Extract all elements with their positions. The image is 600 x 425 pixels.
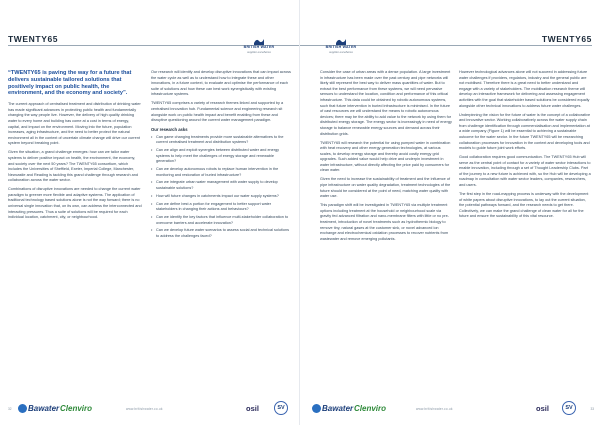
sv-logo: SV <box>562 400 576 416</box>
sv-logo: SV <box>274 400 288 416</box>
british-water-icon <box>254 38 264 45</box>
osil-logo: osil <box>246 403 259 413</box>
brand-title-left: TWENTY65 <box>8 34 59 44</box>
logo-tagline: supplier excellence <box>329 50 353 54</box>
paragraph: Combinations of disruptive innovations are needed to change the current water paradigm to greener more flexible and adaptive systems. The application of traditional technology based solutions alone is not the way forward; there is no universal single innovation that, on its own, can address the interconnected and interacting pressures. Thus a suite of solutions will be required for each individual location, catchment, city, or neighbourhood. <box>8 187 142 220</box>
logo-name: BRITISH WATER <box>325 45 357 49</box>
paragraph: Our research will identify and develop disruptive innovations that can impact across the water cycle as well as to understand how to integrate these and other innovations, in a future context, to evaluate and optimise the performance of each suite of solutions and how these can best work synergistically with existing infrastructure systems. <box>151 70 291 97</box>
british-water-icon <box>336 38 346 45</box>
subheading: Our research asks <box>151 127 188 133</box>
paragraph: Good collaboration requires good communication. The TWENTY65 Hub will serve as the central point of contact for a variety of water sector interactions to enable innovation, including through a set of Thought Leadership Clubs. Part of the journey to a new future is achieved with, so the Hub will be developing a roadmap in consultation with water sector leaders, companies, researchers, and users. <box>459 155 591 188</box>
list-item: • Can we develop future water scenarios to assess social and technical solutions to address the challenges faced? <box>156 228 291 239</box>
logo-name: BRITISH WATER <box>243 45 275 49</box>
right-column-1 <box>320 70 453 246</box>
right-column-2 <box>459 70 591 223</box>
british-water-logo <box>236 38 282 56</box>
paragraph: Given the situation, a grand challenge emerges: how can we tailor water systems to deliver positive impact on health, the environment, the economy, and society over the next 50 years? The TWENTY65 consortium, which includes the Universities of Sheffield, Exeter, Imperial College, Manchester, Newcastle and Reading is tackling this grand challenge through research and collaboration across the water sector. <box>8 150 139 183</box>
logo-tagline: supplier excellence <box>247 50 271 54</box>
list-item: • Can game changing treatments provide more sustainable alternatives to the current centralised treatment and distribution systems? <box>156 135 291 146</box>
list-item: • Can we align and exploit synergies between distributed water and energy systems to help meet the challenges of energy storage and renewable generation? <box>156 148 291 165</box>
paragraph: TWENTY65 comprises a variety of research themes linked and supported by a centralised innovation hub. Fundamental science and engineering research sit alongside work on public health impact and benefit enabling from these and disruptive questioning around the current water management paradigm. <box>151 101 284 123</box>
brand-title-right: TWENTY65 <box>541 34 592 44</box>
page-number-right: 33 <box>590 407 594 411</box>
pull-quote: “TWENTY65 is paving the way for a future that delivers sustainable tailored solutions that positively impact on public health, the environment, and the economy and society”. <box>8 70 132 97</box>
footer-url-left: www.britishwater.co.uk <box>126 407 163 411</box>
page-number-left: 32 <box>8 407 12 411</box>
bawater-drop-icon <box>312 404 321 413</box>
list-item: • Can we identify the key factors that influence multi-stakeholder collaboration to overcome barriers and accelerate innovation? <box>156 215 291 226</box>
paragraph: This paradigm shift will be investigated in TWENTY65 via multiple treatment options including treatment at the household or neighbourhood scale via gravity fed advanced filtration and nano-membrane filters with little or no pre-treatment, introduction of novel treatments such as hydrothermic biology to remove tiny, natural gases at the customer sink, or novel advanced ion exchange and electrochemical oxidation processes to recover nutrients from wastewater and remove emerging pollutants. <box>320 203 449 241</box>
list-item: • Can we integrate urban water management with water supply to develop sustainable solutions? <box>156 180 291 191</box>
right-page <box>300 0 600 425</box>
bawater-logo: Bawater <box>18 400 59 416</box>
paragraph: Given the need to increase the sustainability of treatment and the influence of pipe infrastructure on water quality degradation, treatment technologies of the future should be considered at the point of need, matching water quality with water use. <box>320 177 451 199</box>
list-item: • Can we develop autonomous robots to replace human intervention in the monitoring and restoration of buried infrastructure? <box>156 167 291 178</box>
list-item: • How will future changes in catchments impact our water supply systems? <box>156 194 291 200</box>
research-questions-list <box>151 135 291 240</box>
bawater-drop-icon <box>18 404 27 413</box>
paragraph: TWENTY65 will research the potential for using pumped water in combination with heat recovery and other energy generation technologies, at various scales, to develop energy storage and thereby avoid costly energy grid upgrades. Such added value would help drive and underpin investment in water infrastructure, without directly affecting the price paid by consumers for clean water. <box>320 140 451 173</box>
clenviro-logo: Clenviro <box>354 403 387 413</box>
osil-logo: osil <box>536 403 549 413</box>
paragraph: The first step in the road-mapping process is underway with the development of white papers about disruptive innovations, to lay out the current situation, the potential pathways forward, and the research needs to get there. Collectively, we can make the grand challenge of clean water for all for the future and ensure the sustainability of this vital resource. <box>459 192 589 219</box>
paragraph: The current approach of centralised treatment and distribution of drinking water has made significant advances in protecting public health and fundamentally changing the way people live. However, the delivery of high quality drinking water to every home and building has come at a cost in terms of energy, capital, and impact on the environment. Moving into the future, population increases, aging infrastructure, and the need to better protect the natural environment all in the context of uncertain climate change will drive our current system beyond breaking point. <box>8 102 141 146</box>
left-column-2 <box>151 70 291 243</box>
paragraph: However technological advances alone will not succeed in addressing future water challenges if providers, regulators, industry and the general public are not mobilised. Therefore there is a great need to better understand and engage with a variety of stakeholders. The mobilisation research theme will develop an interactive framework for delivering and assessing engagement activities with the goal that stakeholder based solutions be considered equally alongside other technical innovations to address future water challenges. <box>459 70 590 108</box>
list-item: • Can we define best a portion for engagement to better support water stakeholders in changing their actions and behaviours? <box>156 202 291 213</box>
paragraph: Consider the case of urban areas with a dense population. A large investment in infrastructure has been made over the past century and pipe networks will likely still represent the best way to deliver mass quantities of water. But to extract the best performance from these systems, we will need pervasive sensors to understand the location, condition and performance of this critical infrastructure. This data could be obtained by robotic autonomous systems, such that future intervention in buried infrastructure is minimised. In the future of cast resources we will understand the means to robotic autonomous devices; there may be the ability to add value to the network by using them for distributed energy storage. The energy sector is increasingly in need of energy storage to balance renewable energy sources and demand across their distribution grids. <box>320 70 452 136</box>
left-column-1 <box>8 70 142 224</box>
footer-url-right: www.britishwater.co.uk <box>416 407 453 411</box>
bawater-logo: Bawater <box>312 400 353 416</box>
british-water-logo <box>318 38 364 56</box>
paragraph: Underpinning the vision for the future of water is the concept of a collaborative and innovative sector. Working collaboratively across the water supply chain from challenge identification through commercialisation and implementation at a wide company (Figure 1) will be essential to achieving a sustainable outcome for the water sector. In the future TWENTY65 will be researching collaboration processes for innovation in the context and developing tools and models to guide future joint work efforts. <box>459 112 591 151</box>
clenviro-logo: Clenviro <box>60 403 93 413</box>
